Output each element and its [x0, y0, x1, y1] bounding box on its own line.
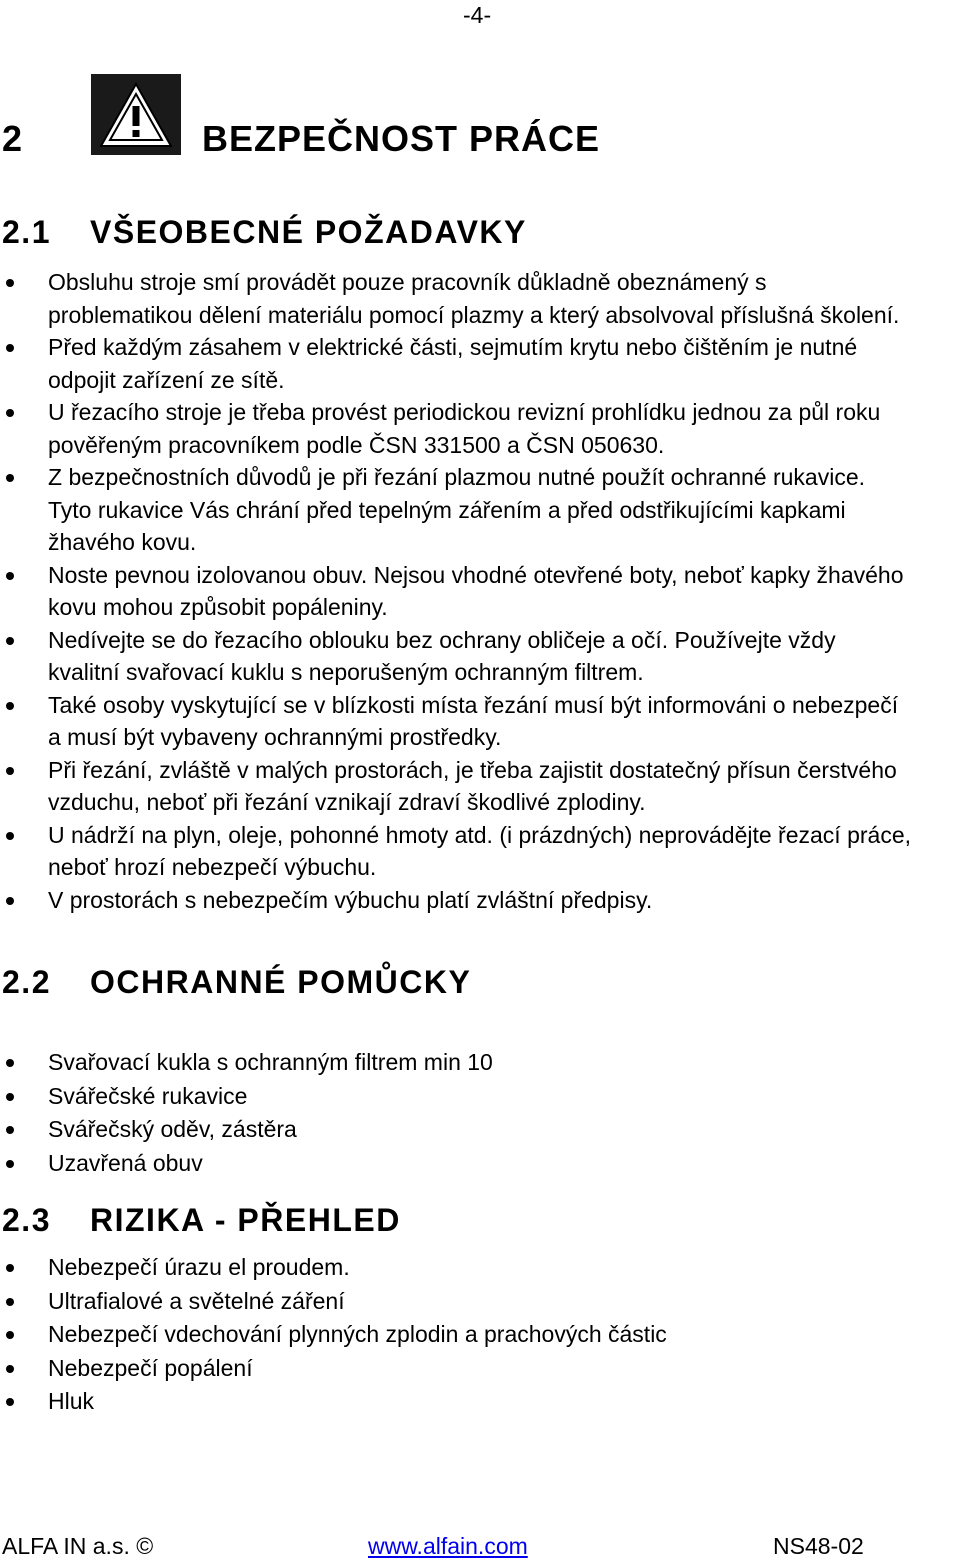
section-title: VŠEOBECNÉ POŽADAVKY [90, 214, 527, 250]
list-item: Noste pevnou izolovanou obuv. Nejsou vhodné otevřené boty, neboť kapky žhavého kovu mohou způsobit popáleniny. [0, 559, 912, 624]
list-item: Svařovací kukla s ochranným filtrem min 10 [0, 1046, 912, 1080]
section-title: OCHRANNÉ POMŮCKY [90, 964, 472, 1000]
list-item: U nádrží na plyn, oleje, pohonné hmoty atd. (i prázdných) neprovádějte řezací práce, neboť hrozí nebezpečí výbuchu. [0, 819, 912, 884]
protective-equipment-list [0, 1046, 912, 1180]
main-heading-title: BEZPEČNOST PRÁCE [202, 118, 601, 159]
section-number: 2.3 [2, 1202, 51, 1238]
risks-list [0, 1251, 912, 1419]
list-item: U řezacího stroje je třeba provést periodickou revizní prohlídku jednou za půl roku pověřeným pracovníkem podle ČSN 331500 a ČSN 050630. [0, 396, 912, 461]
footer-doc-id: NS48-02 [773, 1533, 864, 1559]
list-item: Nedívejte se do řezacího oblouku bez ochrany obličeje a očí. Používejte vždy kvalitní svařovací kuklu s neporušeným ochranným filtrem. [0, 624, 912, 689]
main-heading [2, 118, 600, 160]
list-item: Z bezpečnostních důvodů je při řezání plazmou nutné použít ochranné rukavice. Tyto rukavice Vás chrání před tepelným zářením a před odstřikujícími kapkami žhavého kovu. [0, 461, 912, 559]
list-item: Svářečský oděv, zástěra [0, 1113, 912, 1147]
list-item: Před každým zásahem v elektrické části, sejmutím krytu nebo čištěním je nutné odpojit zařízení ze sítě. [0, 331, 912, 396]
list-item: Také osoby vyskytující se v blízkosti místa řezání musí být informováni o nebezpečí a musí být vybaveny ochrannými prostředky. [0, 689, 912, 754]
footer-website-link[interactable]: www.alfain.com [368, 1533, 528, 1559]
section-heading-protective-equipment [2, 964, 471, 1001]
list-item: Ultrafialové a světelné záření [0, 1285, 912, 1319]
page-number: -4- [463, 2, 492, 28]
list-item: Nebezpečí popálení [0, 1352, 912, 1386]
general-requirements-list [0, 266, 912, 916]
section-title: RIZIKA - PŘEHLED [90, 1202, 401, 1238]
list-item: Nebezpečí úrazu el proudem. [0, 1251, 912, 1285]
list-item: Nebezpečí vdechování plynných zplodin a prachových částic [0, 1318, 912, 1352]
list-item: Obsluhu stroje smí provádět pouze pracovník důkladně obeznámený s problematikou dělení materiálu pomocí plazmy a který absolvoval příslušná školení. [0, 266, 912, 331]
section-heading-general-requirements [2, 214, 527, 251]
list-item: Hluk [0, 1385, 912, 1419]
main-heading-number: 2 [2, 118, 24, 159]
section-number: 2.1 [2, 214, 51, 250]
list-item: Při řezání, zvláště v malých prostorách, je třeba zajistit dostatečný přísun čerstvého vzduchu, neboť při řezání vznikají zdraví škodlivé zplodiny. [0, 754, 912, 819]
list-item: Uzavřená obuv [0, 1147, 912, 1181]
section-number: 2.2 [2, 964, 51, 1000]
footer-company: ALFA IN a.s. © [2, 1533, 154, 1559]
list-item: Svářečské rukavice [0, 1080, 912, 1114]
list-item: V prostorách s nebezpečím výbuchu platí zvláštní předpisy. [0, 884, 912, 917]
section-heading-risks-overview [2, 1202, 401, 1239]
